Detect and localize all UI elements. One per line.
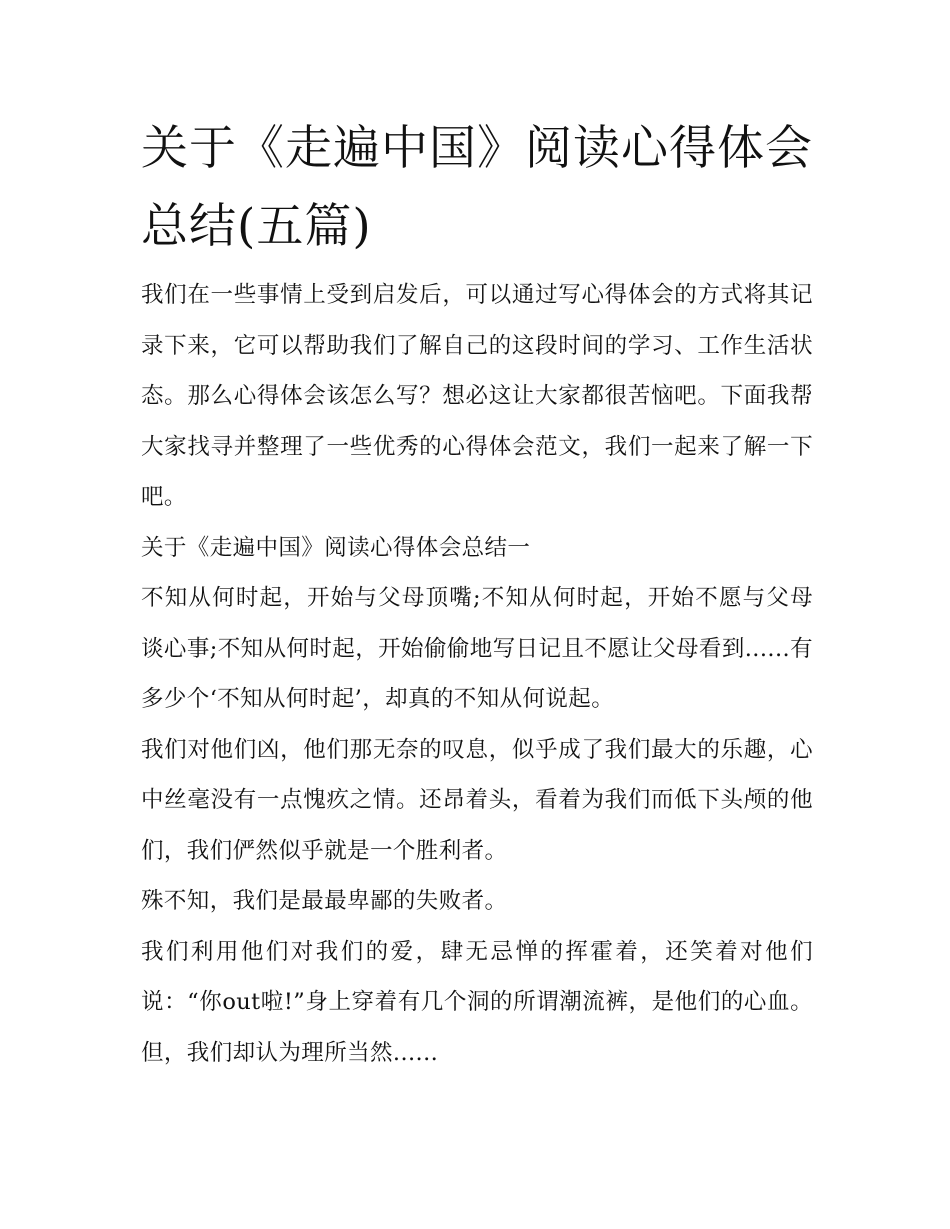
document-content bbox=[141, 110, 813, 1078]
section-heading: 关于《走遍中国》阅读心得体会总结一 bbox=[141, 534, 531, 561]
body-paragraph-3: 殊不知，我们是最最卑鄙的失败者。 bbox=[141, 888, 508, 914]
body-paragraph-4: 我们利用他们对我们的爱，肆无忌惮的挥霍着，还笑着对他们说：“你out啦!”身上穿着有几个洞的所谓潮流裤，是他们的心血。但，我们却认为理所当然...... bbox=[141, 938, 813, 1066]
document-title: 关于《走遍中国》阅读心得体会总结(五篇) bbox=[141, 121, 813, 254]
body-paragraph-2: 我们对他们凶，他们那无奈的叹息，似乎成了我们最大的乐趣，心中丝毫没有一点愧疚之情。还昂着头，看着为我们而低下头颅的他们，我们俨然似乎就是一个胜利者。 bbox=[141, 736, 813, 864]
body-paragraph-1: 不知从何时起，开始与父母顶嘴;不知从何时起，开始不愿与父母谈心事;不知从何时起，开始偷偷地写日记且不愿让父母看到......有多少个‘不知从何时起’，却真的不知从何说起。 bbox=[141, 585, 813, 712]
intro-paragraph: 我们在一些事情上受到启发后，可以通过写心得体会的方式将其记录下来，它可以帮助我们了解自己的这段时间的学习、工作生活状态。那么心得体会该怎么写？想必这让大家都很苦恼吧。下面我帮大家找寻并整理了一些优秀的心得体会范文，我们一起来了解一下吧。 bbox=[141, 282, 813, 510]
